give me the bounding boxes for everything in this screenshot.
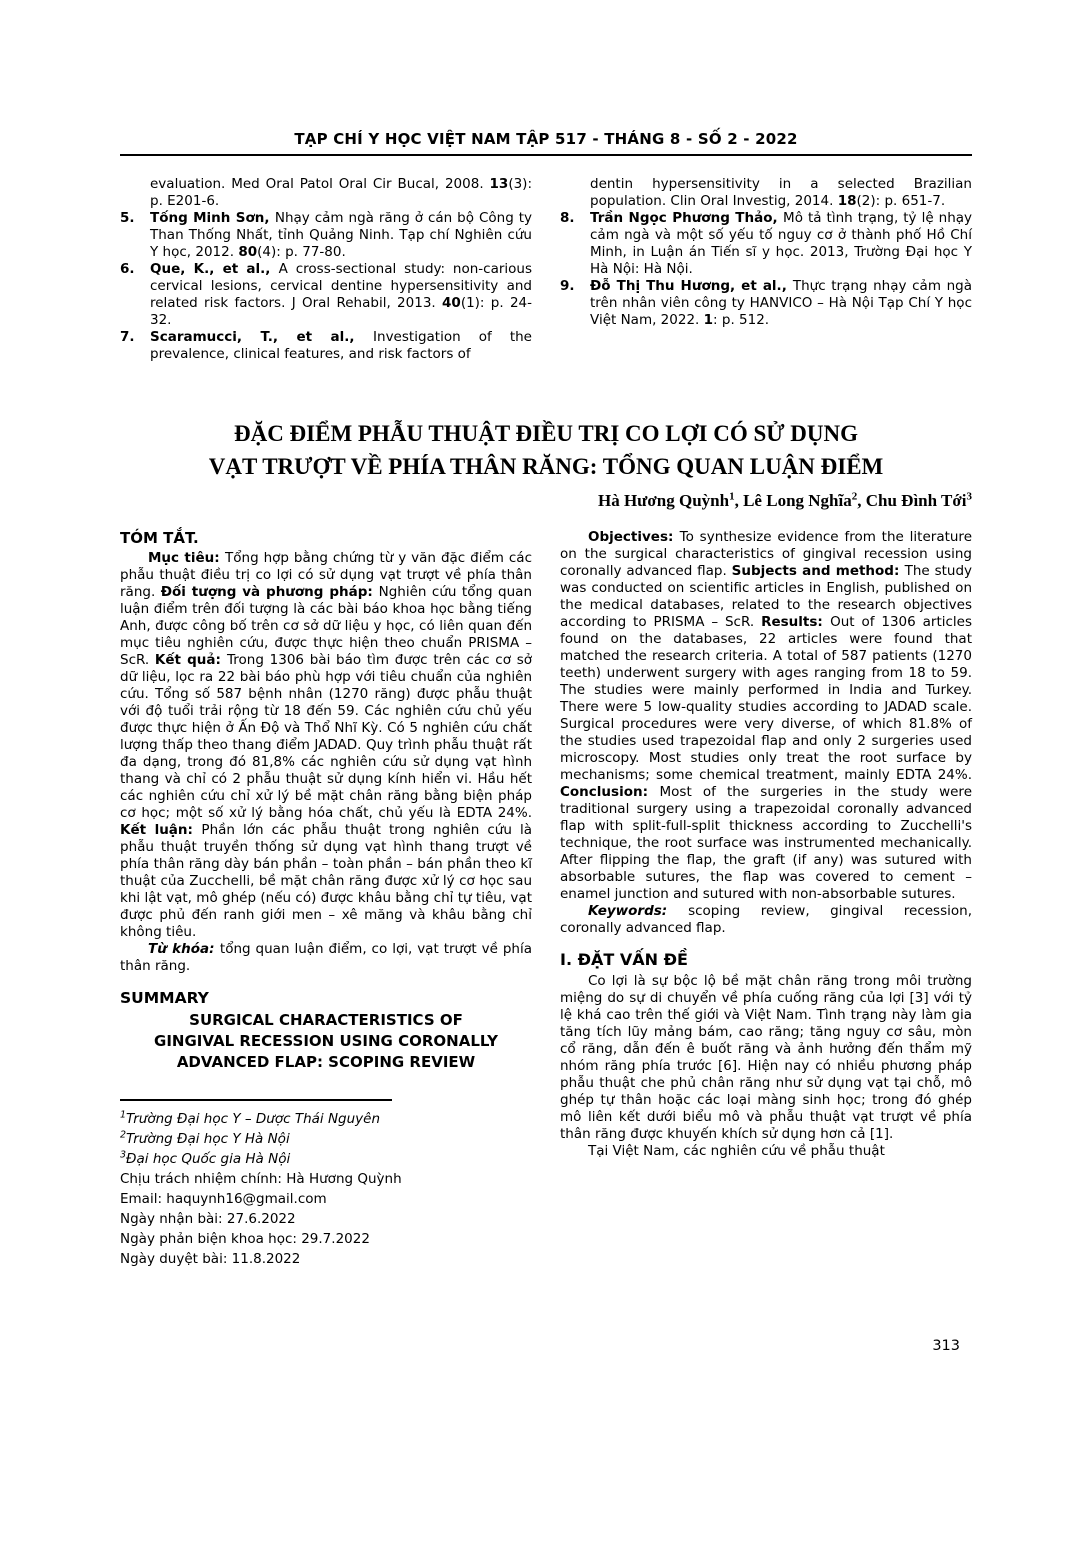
reference-item-7 (120, 329, 532, 363)
reference-continuation (560, 176, 972, 210)
reference-text: Scaramucci, T., et al., Investigation of the prevalence, clinical features, and risk factors of (150, 329, 532, 362)
journal-header-title: TẠP CHÍ Y HỌC VIỆT NAM TẬP 517 - THÁNG 8 - SỐ 2 - 2022 (294, 130, 798, 148)
reference-number: 6. (120, 261, 135, 277)
left-column (120, 529, 532, 1269)
article-title (120, 417, 972, 483)
references-section (120, 176, 972, 363)
authors-line: Hà Hương Quỳnh$^1$, Lê Long Nghĩa$^2$, Chu Đình Tới$^3$ (597, 490, 972, 510)
received-date-line: Ngày nhận bài: 27.6.2022 (120, 1211, 296, 1227)
reference-item-9 (560, 278, 972, 329)
reference-number: 5. (120, 210, 135, 226)
reference-text: dentin hypersensitivity in a selected Brazilian population. Clin Oral Investig, 2014. 18(2): p. 651-7. (590, 176, 972, 209)
affiliation-line-1: $^1$Trường Đại học Y – Dược Thái Nguyên (120, 1109, 381, 1127)
abstract-en-body: Objectives: To synthesize evidence from the literature on the surgical characteristics of gingival recession using coronally advanced flap. Subjects and method: The study was conducted on scientific articles in English, published on the medical databases, related to the research objectives according to PRISMA – ScR. Results: Out of 1306 articles found on the databases, 22 articles were found that matched the research criteria. A total of 587 patients (1270 teeth) underwent surgery with ages ranging from 18 to 59. The studies were mainly performed in India and Turkey. There were 5 low-quality studies according to JADAD scale. Surgical procedures were very diverse, of which 81.8% of the studies used trapezoidal flap and only 2 surgeries used microscopy. Most studies only treat the root surface by mechanisms; some chemical treatment, mainly EDTA 24%. Conclusion: Most of the surgeries in the study were traditional surgery using a trapezoidal coronally advanced flap with split-full-split thickness according to Zucchelli's technique, the root surface was instrumented mechanically. After flipping the flap, the graft (if any) was sutured with absorbable sutures, the flap was covered to cement – enamel junction and sutured with non-absorbable sutures. (560, 529, 973, 902)
corresponding-author-line: Chịu trách nhiệm chính: Hà Hương Quỳnh (120, 1171, 402, 1187)
abstract-en-keywords: Keywords: scoping review, gingival recession, coronally advanced flap. (560, 903, 972, 936)
reference-text: Đỗ Thị Thu Hương, et al., Thực trạng nhạy cảm ngà trên nhân viên công ty HANVICO – Hà Nội Tạp Chí Y học Việt Nam, 2022. 1: p. 512. (590, 278, 972, 328)
reference-text: evaluation. Med Oral Patol Oral Cir Bucal, 2008. 13(3): p. E201-6. (150, 176, 532, 209)
reviewed-date-line: Ngày phản biện khoa học: 29.7.2022 (120, 1231, 370, 1247)
affiliation-line-2: $^2$Trường Đại học Y Hà Nội (120, 1129, 290, 1147)
intro-paragraph-1: Co lợi là sự bộc lộ bề mặt chân răng trong môi trường miệng do sự di chuyển về phía cuống răng của lợi [3] với tỷ lệ khá cao trên thế giới và Việt Nam. Tình trạng này làm gia tăng tích lũy mảng bám, cao răng; tăng nguy cơ sâu, mòn cổ răng, dẫn đến ê buốt răng và ảnh hưởng đến thẩm mỹ nhóm răng phía trước [6]. Hiện nay có nhiều phương pháp phẫu thuật che phủ chân răng như sử dụng vạt tại chỗ, mô ghép tự thân hoặc các loại màng sinh học; trong đó ghép mô liên kết dưới biểu mô và phẫu thuật vạt trượt về phía thân răng được khuyến khích sử dụng hơn cả [1]. (560, 973, 972, 1142)
page-number: 313 (932, 1338, 960, 1354)
summary-subtitle-line-1: SURGICAL CHARACTERISTICS OF (189, 1011, 463, 1029)
article-title-line-1: ĐẶC ĐIỂM PHẪU THUẬT ĐIỀU TRỊ CO LỢI CÓ SỬ DỤNG (233, 421, 859, 446)
affiliation-line-3: $^3$Đại học Quốc gia Hà Nội (120, 1149, 291, 1167)
abstract-vi-body: Mục tiêu: Tổng hợp bằng chứng từ y văn đặc điểm các phẫu thuật điều trị co lợi có sử dụng vạt trượt về phía thân răng. Đối tượng và phương pháp: Nghiên cứu tổng quan luận điểm trên đối tượng là các bài báo khoa học bằng tiếng Anh, được công bố trên cơ sở dữ liệu y học, có liên quan đến mục tiêu nghiên cứu, được thực hiện theo chuẩn PRISMA – ScR. Kết quả: Trong 1306 bài báo tìm được trên các cơ sở dữ liệu, lọc ra 22 bài báo phù hợp với tiêu chuẩn của nghiên cứu. Tổng số 587 bệnh nhân (1270 răng) được phẫu thuật với độ tuổi trải rộng từ 18 đến 59. Các nghiên cứu chủ yếu được thực hiện ở Ấn Độ và Thổ Nhĩ Kỳ. Có 5 nghiên cứu chất lượng thấp theo thang điểm JADAD. Quy trình phẫu thuật rất đa dạng, trong đó 81,8% các nghiên cứu sử dụng vạt hình thang và chỉ có 2 phẫu thuật sử dụng kính hiển vi. Hầu hết các nghiên cứu chỉ xử lý bề mặt chân răng bằng biện pháp cơ học; một số xử lý bằng hóa chất, chủ yếu là EDTA 24%. Kết luận: Phần lớn các phẫu thuật trong nghiên cứu là phẫu thuật truyền thống sử dụng vạt hình thang trượt về phía thân răng dày bán phần – toàn phần – bán phần theo kĩ thuật của Zucchelli, bề mặt chân răng được xử lý cơ học sau khi lật vạt, mô ghép (nếu có) được khâu bằng chỉ tự tiêu, vạt được phủ đến ranh giới men – xê măng và khâu bằng chỉ không tiêu. (120, 550, 533, 940)
summary-heading: SUMMARY (120, 989, 209, 1007)
reference-text: Tống Minh Sơn, Nhạy cảm ngà răng ở cán bộ Công ty Than Thống Nhất, tỉnh Quảng Ninh. Tạp chí Nghiên cứu Y học, 2012. 80(4): p. 77-80. (150, 210, 532, 260)
summary-subtitle-line-3: ADVANCED FLAP: SCOPING REVIEW (176, 1053, 476, 1071)
header-rule (120, 154, 972, 156)
abstract-vi-keywords: Từ khóa: tổng quan luận điểm, co lợi, vạt trượt về phía thân răng. (120, 941, 532, 974)
reference-number: 7. (120, 329, 135, 345)
references-right-column (560, 176, 972, 329)
reference-continuation (120, 176, 532, 210)
reference-item-5 (120, 210, 532, 261)
reference-item-8 (560, 210, 972, 278)
article-title-line-2: VẠT TRƯỢT VỀ PHÍA THÂN RĂNG: TỔNG QUAN LUẬN ĐIỂM (208, 454, 884, 479)
reference-number: 8. (560, 210, 575, 226)
summary-subtitle-line-2: GINGIVAL RECESSION USING CORONALLY (154, 1032, 498, 1050)
reference-text: Trần Ngọc Phương Thảo, Mô tả tình trạng, tỷ lệ nhạy cảm ngà và một số yếu tố nguy cơ ở thành phố Hồ Chí Minh, in Luận án Tiến sĩ y học. 2013, Trường Đại học Y Hà Nội: Hà Nội. (590, 210, 973, 277)
intro-heading: I. ĐẶT VẤN ĐỀ (560, 950, 688, 969)
intro-paragraph-2: Tại Việt Nam, các nghiên cứu về phẫu thuật (588, 1143, 885, 1159)
email-line: Email: haquynh16@gmail.com (120, 1191, 327, 1207)
abstract-vi-heading: TÓM TẮT. (120, 529, 199, 547)
reference-number: 9. (560, 278, 575, 294)
reference-item-6 (120, 261, 532, 329)
accepted-date-line: Ngày duyệt bài: 11.8.2022 (120, 1251, 301, 1267)
article-body (120, 529, 972, 1269)
references-left-column (120, 176, 532, 363)
right-column (560, 529, 972, 1160)
summary-subtitle (120, 1010, 532, 1073)
page-content (120, 0, 972, 1269)
footnote-divider (120, 1099, 392, 1101)
reference-text: Que, K., et al., A cross-sectional study: non-carious cervical lesions, cervical dentine hypersensitivity and related risk factors. J Oral Rehabil, 2013. 40(1): p. 24-32. (150, 261, 533, 328)
